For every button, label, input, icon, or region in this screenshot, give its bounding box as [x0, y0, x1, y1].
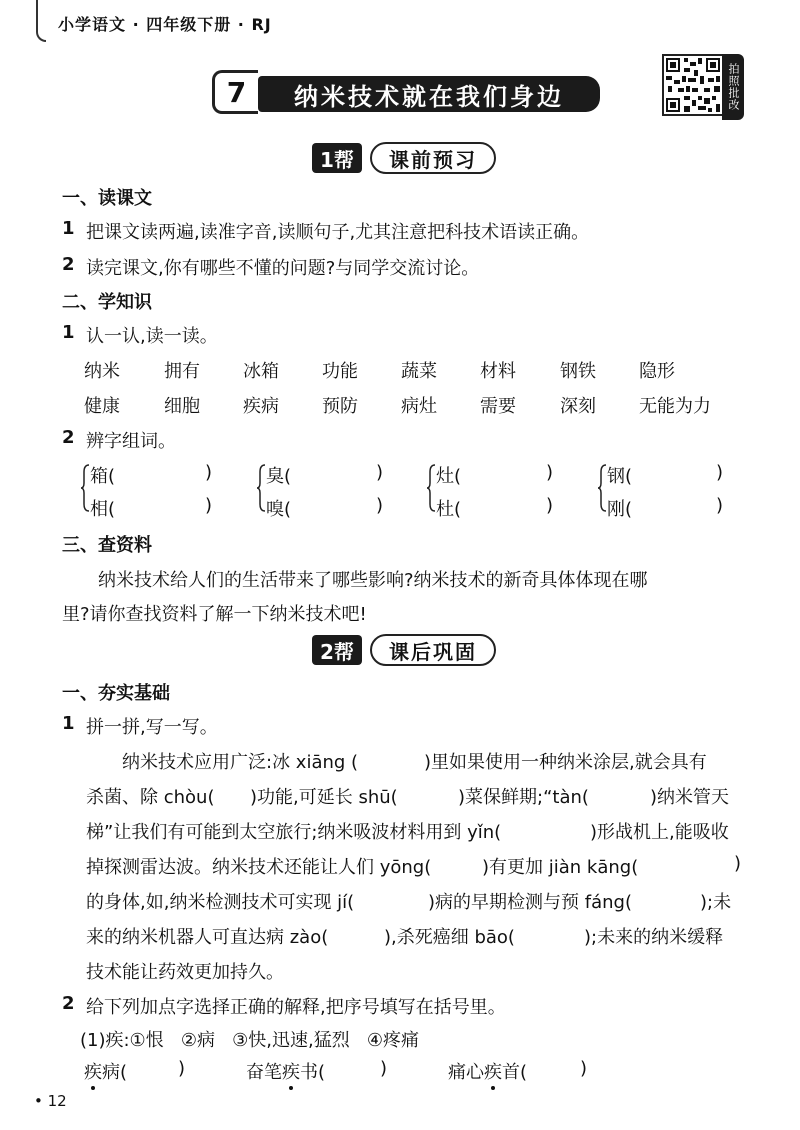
vocab-word: 需要 — [480, 396, 516, 417]
passage-segment: )有更加 jiàn kāng( — [482, 857, 639, 878]
passage-segment: 梯”让我们有可能到太空旅行;纳米吸波材料用到 yǐn( — [86, 822, 502, 843]
vocab-word: 冰箱 — [243, 361, 279, 382]
passage-segment: ) — [734, 853, 742, 874]
item-number: 2 — [62, 427, 75, 448]
close-paren: ) — [380, 1058, 388, 1079]
close-paren: ) — [580, 1058, 588, 1079]
vocab-word: 病灶 — [401, 396, 437, 417]
pair-char-top: 灶( — [436, 466, 462, 487]
item-number: 2 — [62, 993, 75, 1014]
qr-code-pattern — [664, 56, 722, 114]
stage2-title: 课后巩固 — [370, 634, 496, 666]
passage-segment: )形战机上,能吸收 — [590, 822, 729, 843]
stage1-number: 1帮 — [312, 143, 362, 173]
passage-segment: )纳米管天 — [650, 787, 730, 808]
passage-segment: 杀菌、除 chòu( — [86, 787, 215, 808]
definition-options: (1)疾:①恨 ②病 ③快,迅速,猛烈 ④疼痛 — [80, 1030, 420, 1051]
pair-char-bottom: 杜( — [436, 499, 462, 520]
paragraph-line: 里?请你查找资料了解一下纳米技术吧! — [62, 604, 367, 625]
close-paren: ) — [205, 462, 213, 483]
page-number-value: 12 — [47, 1092, 67, 1110]
item-text: 给下列加点字选择正确的解释,把序号填写在括号里。 — [86, 997, 506, 1018]
close-paren: ) — [716, 495, 724, 516]
close-paren: ) — [546, 462, 554, 483]
vocab-word: 细胞 — [164, 396, 200, 417]
word-suffix: 书( — [300, 1062, 326, 1083]
item-number: 1 — [62, 322, 75, 343]
pair-char-bottom: 嗅( — [266, 499, 292, 520]
pair-char-top: 钢( — [607, 466, 633, 487]
passage-segment: ),杀死癌细 bāo( — [384, 927, 515, 948]
vocab-word: 功能 — [322, 361, 358, 382]
close-paren: ) — [376, 495, 384, 516]
passage-segment: 掉探测雷达波。纳米技术还能让人们 yōng( — [86, 857, 432, 878]
emphasis-char: 疾 — [282, 1062, 300, 1083]
page-number: • 12 — [34, 1092, 67, 1110]
vocab-word: 无能为力 — [639, 396, 711, 417]
dotted-word-item — [246, 1058, 325, 1084]
dotted-word-item — [448, 1058, 527, 1084]
item-text: 读完课文,你有哪些不懂的问题?与同学交流讨论。 — [86, 258, 480, 279]
item-text: 认一认,读一读。 — [86, 326, 218, 347]
brace-icon — [426, 464, 436, 512]
vocab-word: 钢铁 — [560, 361, 596, 382]
passage-segment: )病的早期检测与预 fáng( — [428, 892, 632, 913]
brace-icon — [80, 464, 90, 512]
pair-char-bottom: 刚( — [607, 499, 633, 520]
passage-segment: 纳米技术应用广泛:冰 xiāng ( — [122, 752, 359, 773]
close-paren: ) — [178, 1058, 186, 1079]
close-paren: ) — [376, 462, 384, 483]
word-suffix: 病( — [102, 1062, 128, 1083]
item-number: 1 — [62, 218, 75, 239]
vocab-word: 健康 — [84, 396, 120, 417]
vocab-word: 材料 — [480, 361, 516, 382]
section-heading-read: 一、读课文 — [62, 188, 152, 209]
pair-char-top: 箱( — [90, 466, 116, 487]
word-prefix: 痛心 — [448, 1062, 484, 1083]
vocab-word: 深刻 — [560, 396, 596, 417]
passage-segment: );未来的纳米缓释 — [584, 927, 724, 948]
dotted-word-item — [84, 1058, 127, 1084]
vocab-word: 纳米 — [84, 361, 120, 382]
passage-segment: )里如果使用一种纳米涂层,就会具有 — [424, 752, 707, 773]
lesson-number: 7 — [212, 70, 258, 114]
brace-icon — [597, 464, 607, 512]
book-title: 小学语文 · 四年级下册 · RJ — [58, 15, 272, 34]
close-paren: ) — [716, 462, 724, 483]
brace-icon — [256, 464, 266, 512]
passage-segment: )功能,可延长 shū( — [250, 787, 398, 808]
item-text: 拼一拼,写一写。 — [86, 717, 218, 738]
close-paren: ) — [205, 495, 213, 516]
pair-char-bottom: 相( — [90, 499, 116, 520]
passage-segment: )菜保鲜期;“tàn( — [458, 787, 589, 808]
item-number: 1 — [62, 713, 75, 734]
passage-segment: 技术能让药效更加持久。 — [86, 962, 284, 983]
vocab-word: 拥有 — [164, 361, 200, 382]
section-heading-basics: 一、夯实基础 — [62, 683, 170, 704]
vocab-word: 蔬菜 — [401, 361, 437, 382]
page-corner-bracket — [36, 0, 46, 42]
word-suffix: 首( — [502, 1062, 528, 1083]
lesson-title: 纳米技术就在我们身边 — [258, 76, 600, 112]
section-heading-research: 三、查资料 — [62, 535, 152, 556]
passage-segment: 的身体,如,纳米检测技术可实现 jí( — [86, 892, 355, 913]
item-number: 2 — [62, 254, 75, 275]
qr-code-icon[interactable] — [662, 54, 724, 116]
scan-to-grade-label: 拍照批改 — [722, 54, 744, 120]
vocab-word: 预防 — [322, 396, 358, 417]
close-paren: ) — [546, 495, 554, 516]
section-heading-knowledge: 二、学知识 — [62, 292, 152, 313]
paragraph-line: 纳米技术给人们的生活带来了哪些影响?纳米技术的新奇具体体现在哪 — [98, 570, 648, 591]
stage1-title: 课前预习 — [370, 142, 496, 174]
emphasis-char: 疾 — [484, 1062, 502, 1083]
vocab-word: 疾病 — [243, 396, 279, 417]
item-text: 把课文读两遍,读准字音,读顺句子,尤其注意把科技术语读正确。 — [86, 222, 590, 243]
passage-segment: );未 — [700, 892, 732, 913]
passage-segment: 来的纳米机器人可直达病 zào( — [86, 927, 329, 948]
emphasis-char: 疾 — [84, 1062, 102, 1083]
pair-char-top: 臭( — [266, 466, 292, 487]
word-prefix: 奋笔 — [246, 1062, 282, 1083]
item-text: 辨字组词。 — [86, 431, 176, 452]
vocab-word: 隐形 — [639, 361, 675, 382]
stage2-number: 2帮 — [312, 635, 362, 665]
